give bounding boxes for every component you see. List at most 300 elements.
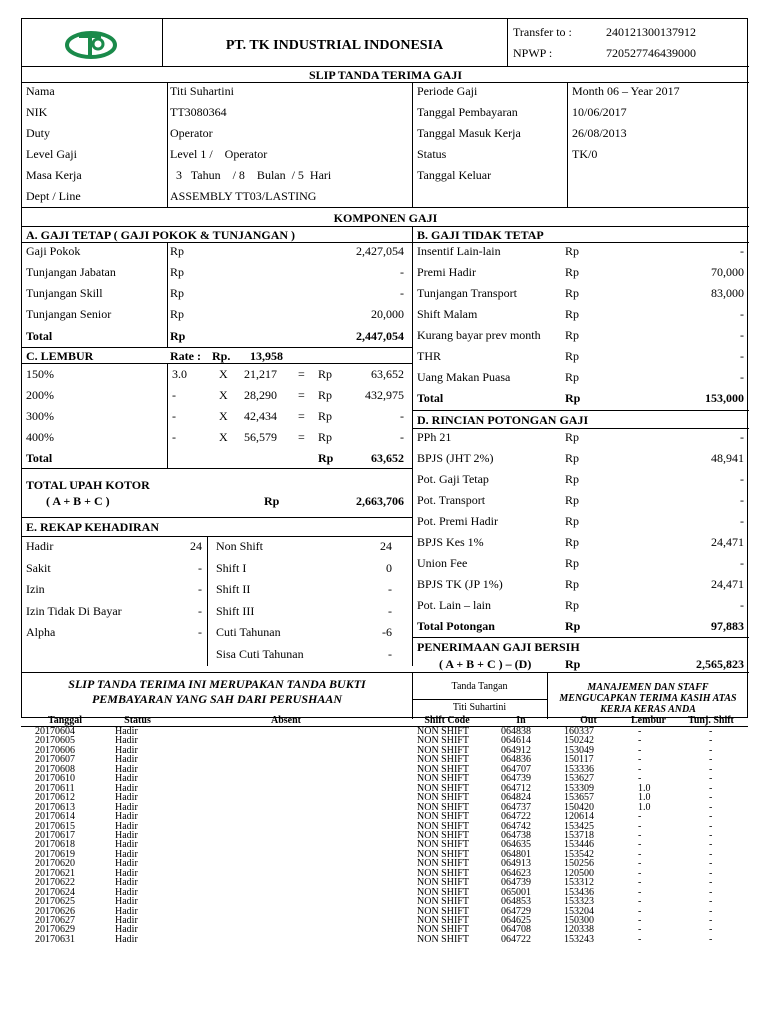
attendance-cell: 153718 xyxy=(564,829,594,841)
lembur-multiply: X xyxy=(219,388,228,402)
attendance-cell: 150242 xyxy=(564,735,594,747)
attendance-cell: NON SHIFT xyxy=(417,820,469,832)
attendance-col-header: Status xyxy=(124,715,151,726)
attendance-cell: - xyxy=(638,726,642,737)
potongan-label: Pot. Gaji Tetap xyxy=(417,472,489,486)
attendance-cell: 064708 xyxy=(501,924,531,936)
attendance-cell: 064737 xyxy=(501,801,531,813)
logo-icon xyxy=(64,29,118,61)
thanks-line2: MENGUCAPKAN TERIMA KASIH ATAS xyxy=(559,693,737,704)
attendance-cell: NON SHIFT xyxy=(417,933,469,945)
kehadiran-shift-value: 24 xyxy=(380,539,392,553)
attendance-cell: 120338 xyxy=(564,924,594,936)
gtt-value: 83,000 xyxy=(711,286,744,300)
attendance-cell: NON SHIFT xyxy=(417,924,469,936)
attendance-cell: 1.0 xyxy=(638,782,651,794)
attendance-cell: Hadir xyxy=(115,763,138,775)
kehadiran-shift-label: Shift I xyxy=(216,560,247,575)
tunj-jabatan-label: Tunjangan Jabatan xyxy=(26,265,116,279)
attendance-cell: 064824 xyxy=(501,792,531,804)
kehadiran-value: - xyxy=(198,625,202,639)
attendance-cell: 20170606 xyxy=(35,744,75,756)
currency: Rp xyxy=(565,307,580,321)
currency: Rp xyxy=(318,430,333,444)
attendance-cell: - xyxy=(709,915,713,926)
nama-value: Titi Suhartini xyxy=(170,84,234,98)
attendance-cell: NON SHIFT xyxy=(417,773,469,785)
attendance-cell: - xyxy=(638,744,642,756)
lembur-multiply: X xyxy=(219,367,228,381)
attendance-cell: Hadir xyxy=(115,811,138,823)
attendance-col-header: In xyxy=(516,715,526,726)
gtt-label: Uang Makan Puasa xyxy=(417,370,511,384)
lembur-total-label: Total xyxy=(26,451,53,465)
currency: Rp xyxy=(565,577,580,591)
currency: Rp xyxy=(318,367,333,381)
dept-value: ASSEMBLY TT03/LASTING xyxy=(170,189,317,203)
status-label: Status xyxy=(417,147,447,161)
attendance-cell: 064838 xyxy=(501,726,531,737)
pot-total-label: Total Potongan xyxy=(417,619,495,633)
bersih-value: 2,565,823 xyxy=(696,657,744,671)
attendance-cell: NON SHIFT xyxy=(417,877,469,889)
potongan-label: Pot. Premi Hadir xyxy=(417,514,498,528)
transfer-label: Transfer to : xyxy=(513,25,572,39)
lembur-rate: 21,217 xyxy=(244,367,277,381)
salary-slip xyxy=(21,18,748,718)
lembur-rate: 56,579 xyxy=(244,430,277,444)
attendance-cell: - xyxy=(709,763,713,775)
komponen-title: KOMPONEN GAJI xyxy=(333,211,438,225)
lembur-qty: - xyxy=(172,409,176,423)
currency: Rp xyxy=(565,556,580,570)
attendance-cell: - xyxy=(709,782,713,794)
attendance-cell: 150300 xyxy=(564,915,594,926)
lembur-qty: - xyxy=(172,430,176,444)
currency: Rp xyxy=(565,472,580,486)
attendance-cell: 20170626 xyxy=(35,905,75,917)
lembur-pct: 300% xyxy=(26,409,54,423)
potongan-value: - xyxy=(740,556,744,570)
tgl-masuk-value: 26/08/2013 xyxy=(572,126,627,140)
gaji-tetap-total-value: 2,447,054 xyxy=(356,329,404,343)
gaji-tetap-total-label: Total xyxy=(26,329,53,343)
lembur-multiply: X xyxy=(219,409,228,423)
gaji-pokok-label: Gaji Pokok xyxy=(26,244,81,258)
thanks-line1: MANAJEMEN DAN STAFF xyxy=(587,682,709,693)
lembur-value: - xyxy=(400,409,404,423)
attendance-cell: NON SHIFT xyxy=(417,801,469,813)
gaji-pokok-value: 2,427,054 xyxy=(356,244,404,258)
attendance-cell: - xyxy=(709,726,713,737)
attendance-cell: - xyxy=(709,933,713,945)
lembur-rate: 42,434 xyxy=(244,409,277,423)
pot-total-value: 97,883 xyxy=(711,619,744,633)
attendance-cell: NON SHIFT xyxy=(417,782,469,794)
currency: Rp xyxy=(565,598,580,612)
nama-label: Nama xyxy=(26,84,55,98)
attendance-cell: 064742 xyxy=(501,820,531,832)
lembur-rate: 28,290 xyxy=(244,388,277,402)
attendance-cell: - xyxy=(709,886,713,898)
attendance-cell: 1.0 xyxy=(638,801,651,813)
tunj-jabatan-value: - xyxy=(400,265,404,279)
attendance-cell: - xyxy=(709,801,713,813)
currency: Rp xyxy=(318,451,334,465)
potongan-value: 24,471 xyxy=(711,535,744,549)
footer-note-line1: SLIP TANDA TERIMA INI MERUPAKAN TANDA BUKTI xyxy=(68,677,366,691)
currency: Rp xyxy=(565,244,580,258)
attendance-cell: - xyxy=(638,829,642,841)
lembur-value: 432,975 xyxy=(365,388,404,402)
attendance-cell: 064738 xyxy=(501,829,531,841)
lembur-pct: 150% xyxy=(26,367,54,381)
nik-label: NIK xyxy=(26,105,48,119)
bersih-formula: ( A + B + C ) – (D) xyxy=(439,657,532,671)
attendance-cell: Hadir xyxy=(115,792,138,804)
attendance-cell: 153243 xyxy=(564,933,594,945)
currency: Rp xyxy=(318,388,333,402)
gtt-value: - xyxy=(740,244,744,258)
attendance-cell: 20170608 xyxy=(35,763,75,775)
attendance-cell: 20170610 xyxy=(35,773,75,785)
currency: Rp xyxy=(170,244,185,258)
attendance-cell: Hadir xyxy=(115,744,138,756)
attendance-cell: NON SHIFT xyxy=(417,839,469,851)
attendance-cell: - xyxy=(709,744,713,756)
attendance-cell: 20170604 xyxy=(35,726,75,737)
attendance-cell: 150420 xyxy=(564,801,594,813)
attendance-cell: 20170607 xyxy=(35,754,75,766)
npwp-value: 720527746439000 xyxy=(606,46,696,60)
kehadiran-value: - xyxy=(198,603,202,618)
attendance-cell: - xyxy=(638,754,642,766)
attendance-cell: 064625 xyxy=(501,915,531,926)
gtt-value: - xyxy=(740,349,744,363)
gtt-value: - xyxy=(740,307,744,321)
kehadiran-shift-value: -6 xyxy=(382,625,392,639)
potongan-label: BPJS Kes 1% xyxy=(417,535,484,549)
attendance-cell: Hadir xyxy=(115,924,138,936)
tunj-senior-label: Tunjangan Senior xyxy=(26,307,112,321)
attendance-cell: - xyxy=(638,848,642,860)
attendance-cell: NON SHIFT xyxy=(417,726,469,737)
attendance-cell: - xyxy=(709,754,713,766)
attendance-cell: - xyxy=(709,792,713,804)
gtt-total-label: Total xyxy=(417,391,444,405)
currency: Rp xyxy=(565,657,581,671)
attendance-cell: Hadir xyxy=(115,839,138,851)
gtt-total-value: 153,000 xyxy=(705,391,744,405)
attendance-cell: NON SHIFT xyxy=(417,858,469,870)
attendance-cell: - xyxy=(709,820,713,832)
lembur-qty: 3.0 xyxy=(172,367,187,381)
gtt-value: 70,000 xyxy=(711,265,744,279)
potongan-value: - xyxy=(740,598,744,612)
attendance-cell: - xyxy=(709,773,713,785)
gaji-tetap-title: A. GAJI TETAP ( GAJI POKOK & TUNJANGAN ) xyxy=(26,228,296,242)
attendance-cell: Hadir xyxy=(115,829,138,841)
kehadiran-shift-value: 0 xyxy=(386,560,392,575)
attendance-cell: - xyxy=(638,773,642,785)
bersih-label: PENERIMAAN GAJI BERSIH xyxy=(417,640,580,654)
attendance-cell: 064707 xyxy=(501,763,531,775)
kehadiran-shift-value: - xyxy=(388,582,392,596)
potongan-value: - xyxy=(740,430,744,444)
currency: Rp xyxy=(565,370,580,384)
attendance-cell: Hadir xyxy=(115,820,138,832)
attendance-cell: 153323 xyxy=(564,896,594,908)
attendance-cell: - xyxy=(709,905,713,917)
currency: Rp xyxy=(170,329,186,343)
potongan-label: Union Fee xyxy=(417,556,468,570)
attendance-cell: - xyxy=(709,839,713,851)
gtt-label: Kurang bayar prev month xyxy=(417,328,541,342)
gtt-label: Shift Malam xyxy=(417,307,478,321)
attendance-cell: - xyxy=(709,867,713,879)
attendance-cell: 20170617 xyxy=(35,829,75,841)
tgl-keluar-label: Tanggal Keluar xyxy=(417,168,492,182)
attendance-cell: - xyxy=(638,763,642,775)
currency: Rp xyxy=(264,494,280,508)
kehadiran-label: Izin xyxy=(26,582,45,596)
kehadiran-shift-label: Sisa Cuti Tahunan xyxy=(216,646,304,661)
currency: Rp xyxy=(565,493,580,507)
lembur-title: C. LEMBUR xyxy=(26,349,94,363)
attendance-cell: 064712 xyxy=(501,782,531,794)
attendance-cell: Hadir xyxy=(115,886,138,898)
kehadiran-shift-label: Shift II xyxy=(216,582,251,596)
attendance-cell: 1.0 xyxy=(638,792,651,804)
attendance-cell: 20170614 xyxy=(35,811,75,823)
attendance-cell: 153425 xyxy=(564,820,594,832)
attendance-cell: - xyxy=(638,924,642,936)
lembur-pct: 200% xyxy=(26,388,54,402)
attendance-cell: 153336 xyxy=(564,763,594,775)
attendance-cell: 20170613 xyxy=(35,801,75,813)
upah-kotor-formula: ( A + B + C ) xyxy=(46,494,110,508)
attendance-cell: 064739 xyxy=(501,877,531,889)
nik-value: TT3080364 xyxy=(170,105,227,119)
transfer-value: 240121300137912 xyxy=(606,25,696,39)
gtt-label: Premi Hadir xyxy=(417,265,476,279)
rate-value: 13,958 xyxy=(250,349,283,363)
kehadiran-shift-value: - xyxy=(388,603,392,618)
lembur-value: 63,652 xyxy=(371,367,404,381)
signature-name: Titi Suhartini xyxy=(452,702,507,713)
currency: Rp xyxy=(565,619,581,633)
attendance-cell: - xyxy=(638,886,642,898)
attendance-cell: 064722 xyxy=(501,933,531,945)
attendance-cell: 20170611 xyxy=(35,782,75,794)
attendance-cell: Hadir xyxy=(115,858,138,870)
lembur-qty: - xyxy=(172,388,176,402)
attendance-cell: - xyxy=(638,896,642,908)
attendance-col-header: Tunj. Shift xyxy=(688,715,734,726)
npwp-label: NPWP : xyxy=(513,46,553,60)
attendance-cell: 153446 xyxy=(564,839,594,851)
attendance-cell: 065001 xyxy=(501,886,531,898)
attendance-cell: 153436 xyxy=(564,886,594,898)
potongan-title: D. RINCIAN POTONGAN GAJI xyxy=(417,413,589,427)
lembur-total-value: 63,652 xyxy=(371,451,404,465)
attendance-cell: 20170615 xyxy=(35,820,75,832)
tunj-senior-value: 20,000 xyxy=(371,307,404,321)
attendance-cell: 064853 xyxy=(501,896,531,908)
attendance-cell: NON SHIFT xyxy=(417,886,469,898)
attendance-cell: NON SHIFT xyxy=(417,744,469,756)
attendance-cell: Hadir xyxy=(115,773,138,785)
kehadiran-label: Izin Tidak Di Bayar xyxy=(26,603,122,618)
attendance-cell: 20170619 xyxy=(35,848,75,860)
signature-label: Tanda Tangan xyxy=(451,681,508,692)
attendance-cell: NON SHIFT xyxy=(417,848,469,860)
potongan-label: BPJS TK (JP 1%) xyxy=(417,577,503,591)
currency: Rp xyxy=(565,286,580,300)
attendance-cell: NON SHIFT xyxy=(417,905,469,917)
masa-kerja-label: Masa Kerja xyxy=(26,168,82,182)
kehadiran-shift-value: - xyxy=(388,646,392,661)
lembur-equals: = xyxy=(298,409,305,423)
attendance-cell: - xyxy=(709,829,713,841)
attendance-cell: Hadir xyxy=(115,726,138,737)
thanks-line3: KERJA KERAS ANDA xyxy=(600,704,696,715)
attendance-cell: 20170620 xyxy=(35,858,75,870)
attendance-cell: - xyxy=(709,924,713,936)
rate-label: Rate : xyxy=(170,349,201,363)
attendance-cell: NON SHIFT xyxy=(417,763,469,775)
gaji-tidak-tetap-title: B. GAJI TIDAK TETAP xyxy=(417,228,544,242)
attendance-cell: 160337 xyxy=(564,726,594,737)
attendance-cell: 150256 xyxy=(564,858,594,870)
tgl-bayar-value: 10/06/2017 xyxy=(572,105,627,119)
gtt-label: Tunjangan Transport xyxy=(417,286,517,300)
upah-kotor-value: 2,663,706 xyxy=(356,494,404,508)
company-logo xyxy=(64,29,118,61)
currency: Rp xyxy=(318,409,333,423)
upah-kotor-label: TOTAL UPAH KOTOR xyxy=(26,478,150,492)
potongan-label: Pot. Lain – lain xyxy=(417,598,491,612)
attendance-col-header: Tanggal xyxy=(47,715,83,726)
dept-label: Dept / Line xyxy=(26,189,81,203)
attendance-cell: 064912 xyxy=(501,744,531,756)
periode-value: Month 06 – Year 2017 xyxy=(572,84,680,98)
attendance-cell: - xyxy=(638,811,642,823)
attendance-cell: - xyxy=(638,858,642,870)
masa-kerja-value: 3 Tahun / 8 Bulan / 5 Hari xyxy=(176,168,332,182)
attendance-cell: 064801 xyxy=(501,848,531,860)
attendance-cell: NON SHIFT xyxy=(417,811,469,823)
attendance-cell: Hadir xyxy=(115,754,138,766)
attendance-cell: 064614 xyxy=(501,735,531,747)
kehadiran-label: Hadir xyxy=(26,539,54,553)
rate-currency: Rp. xyxy=(212,349,231,363)
attendance-cell: 153657 xyxy=(564,792,594,804)
gtt-value: - xyxy=(740,370,744,384)
attendance-cell: NON SHIFT xyxy=(417,867,469,879)
currency: Rp xyxy=(170,286,185,300)
attendance-cell: Hadir xyxy=(115,877,138,889)
attendance-cell: - xyxy=(638,905,642,917)
currency: Rp xyxy=(565,349,580,363)
attendance-cell: - xyxy=(638,933,642,945)
attendance-cell: 150117 xyxy=(564,754,594,766)
potongan-label: BPJS (JHT 2%) xyxy=(417,451,494,465)
attendance-cell: Hadir xyxy=(115,782,138,794)
footer-note-line2: PEMBAYARAN YANG SAH DARI PERUSHAAN xyxy=(91,692,343,706)
attendance-cell: 20170625 xyxy=(35,896,75,908)
currency: Rp xyxy=(565,430,580,444)
lembur-multiply: X xyxy=(219,430,228,444)
kehadiran-title: E. REKAP KEHADIRAN xyxy=(26,520,160,534)
attendance-cell: Hadir xyxy=(115,933,138,945)
tgl-bayar-label: Tanggal Pembayaran xyxy=(417,105,518,119)
attendance-cell: 20170629 xyxy=(35,924,75,936)
status-value: TK/0 xyxy=(572,147,598,161)
potongan-value: 24,471 xyxy=(711,577,744,591)
attendance-cell: - xyxy=(709,877,713,889)
lembur-pct: 400% xyxy=(26,430,54,444)
tgl-masuk-label: Tanggal Masuk Kerja xyxy=(417,126,521,140)
potongan-value: 48,941 xyxy=(711,451,744,465)
attendance-cell: - xyxy=(638,735,642,747)
currency: Rp xyxy=(565,514,580,528)
attendance-cell: 20170612 xyxy=(35,792,75,804)
slip-title: SLIP TANDA TERIMA GAJI xyxy=(308,68,463,82)
kehadiran-shift-label: Shift III xyxy=(216,603,255,618)
currency: Rp xyxy=(565,328,580,342)
attendance-cell: Hadir xyxy=(115,896,138,908)
attendance-cell: - xyxy=(638,839,642,851)
duty-label: Duty xyxy=(26,126,50,140)
attendance-cell: 064836 xyxy=(501,754,531,766)
attendance-cell: 153627 xyxy=(564,773,594,785)
attendance-cell: 153312 xyxy=(564,877,594,889)
kehadiran-label: Sakit xyxy=(26,560,51,575)
lembur-value: - xyxy=(400,430,404,444)
attendance-cell: Hadir xyxy=(115,905,138,917)
attendance-cell: 064739 xyxy=(501,773,531,785)
tunj-skill-label: Tunjangan Skill xyxy=(26,286,103,300)
attendance-cell: 20170624 xyxy=(35,886,75,898)
attendance-cell: - xyxy=(709,848,713,860)
attendance-col-header: Out xyxy=(580,715,597,726)
attendance-cell: NON SHIFT xyxy=(417,915,469,926)
attendance-cell: - xyxy=(709,735,713,747)
attendance-cell: NON SHIFT xyxy=(417,896,469,908)
lembur-equals: = xyxy=(298,388,305,402)
attendance-cell: 153542 xyxy=(564,848,594,860)
attendance-cell: - xyxy=(709,858,713,870)
attendance-col-header: Lembur xyxy=(631,715,666,726)
currency: Rp xyxy=(170,265,185,279)
company-name: PT. TK INDUSTRIAL INDONESIA xyxy=(225,38,444,53)
duty-value: Operator xyxy=(170,126,213,140)
lembur-equals: = xyxy=(298,430,305,444)
attendance-cell: 153309 xyxy=(564,782,594,794)
attendance-cell: 120500 xyxy=(564,867,594,879)
currency: Rp xyxy=(565,535,580,549)
attendance-cell: - xyxy=(638,867,642,879)
attendance-cell: 064623 xyxy=(501,867,531,879)
level-label: Level Gaji xyxy=(26,147,77,161)
attendance-col-header: Shift Code xyxy=(424,715,470,726)
attendance-cell: 20170627 xyxy=(35,915,75,926)
attendance-cell: 064722 xyxy=(501,811,531,823)
gtt-label: Insentif Lain-lain xyxy=(417,244,501,258)
attendance-cell: NON SHIFT xyxy=(417,829,469,841)
attendance-col-header: Absent xyxy=(270,715,301,726)
